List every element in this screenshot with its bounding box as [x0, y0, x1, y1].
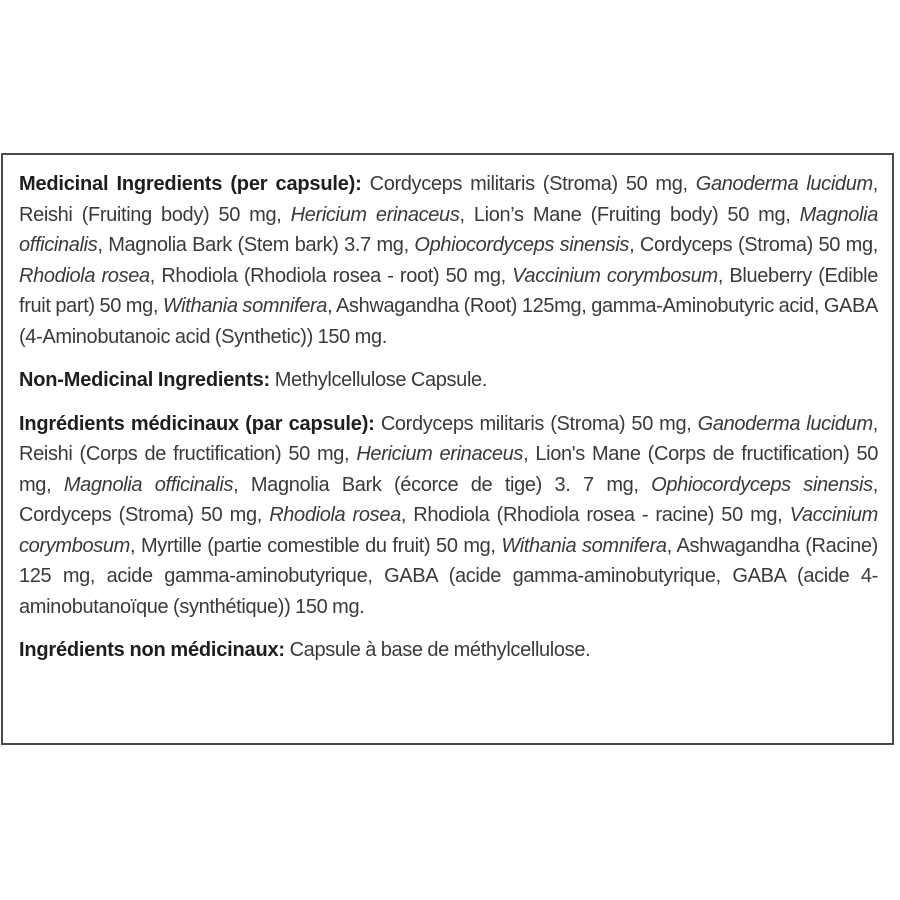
species-name: Ophiocordyceps sinensis [414, 234, 630, 256]
ingredient-text: , Ashwagandha (Root) 125mg, gamma-Aminobutyric acid, GABA (4-Aminobutanoic acid (Synthetic)) 150 mg. [19, 295, 879, 348]
ingredient-text: , Magnolia Bark (Stem bark) 3.7 mg, [97, 234, 409, 256]
ingredient-text: , Lion's Mane (Corps de fructification) 50 mg, [19, 443, 878, 496]
ingredient-text: , Rhodiola (Rhodiola rosea - root) 50 mg, [149, 264, 506, 287]
ingredient-text: Cordyceps militaris (Stroma) 50 mg, [369, 173, 688, 195]
medicinal-label-fr: Ingrédients médicinaux (par capsule): [19, 412, 375, 435]
species-name: Hericium erinaceus [290, 203, 460, 226]
ingredient-text: , Lion’s Mane (Fruiting body) 50 mg, [459, 203, 791, 226]
species-name: Magnolia officinalis [19, 203, 878, 256]
ingredient-text: Cordyceps militaris (Stroma) 50 mg, [380, 412, 692, 435]
species-name: Ganoderma lucidum [697, 412, 873, 435]
ingredient-text: , Cordyceps (Stroma) 50 mg, [629, 234, 878, 256]
non-medicinal-label-fr: Ingrédients non médicinaux: [19, 639, 285, 661]
medicinal-ingredients-fr [19, 409, 878, 623]
non-medicinal-ingredients-fr [19, 635, 878, 666]
ingredient-text: , Blueberry (Edible fruit part) 50 mg, [19, 264, 879, 317]
species-name: Withania somnifera [501, 534, 667, 557]
species-name: Rhodiola rosea [19, 264, 150, 287]
non-medicinal-text-en: Methylcellulose Capsule. [274, 369, 488, 391]
ingredient-text: , Magnolia Bark (écorce de tige) 3. 7 mg, [233, 473, 639, 496]
medicinal-label-en: Medicinal Ingredients (per capsule): [19, 173, 362, 195]
ingredient-text: , Reishi (Corps de fructification) 50 mg, [19, 412, 878, 465]
species-name: Withania somnifera [162, 295, 328, 317]
ingredient-text: , Cordyceps (Stroma) 50 mg, [19, 473, 878, 526]
species-name: Hericium erinaceus [356, 443, 524, 465]
ingredient-text: , Rhodiola (Rhodiola rosea - racine) 50 mg, [400, 504, 783, 526]
species-name: Magnolia officinalis [63, 473, 234, 496]
species-name: Rhodiola rosea [269, 504, 401, 526]
ingredient-text: , Myrtille (partie comestible du fruit) 50 mg, [129, 534, 496, 557]
species-name: Ophiocordyceps sinensis [651, 473, 873, 496]
species-name: Vaccinium corymbosum [512, 264, 718, 287]
species-name: Vaccinium corymbosum [19, 504, 878, 557]
non-medicinal-ingredients-en [19, 365, 878, 396]
ingredients-panel [1, 153, 894, 745]
ingredient-text: , Ashwagandha (Racine) 125 mg, acide gamma-aminobutyrique, GABA (acide gamma-aminobutyrique, GABA (acide 4-aminobutanoïque (synthétique)) 150 mg. [19, 534, 878, 618]
non-medicinal-label-en: Non-Medicinal Ingredients: [19, 369, 270, 391]
non-medicinal-text-fr: Capsule à base de méthylcellulose. [289, 639, 591, 661]
medicinal-ingredients-en [19, 169, 878, 352]
ingredient-text: , Reishi (Fruiting body) 50 mg, [19, 173, 879, 226]
species-name: Ganoderma lucidum [695, 173, 873, 195]
